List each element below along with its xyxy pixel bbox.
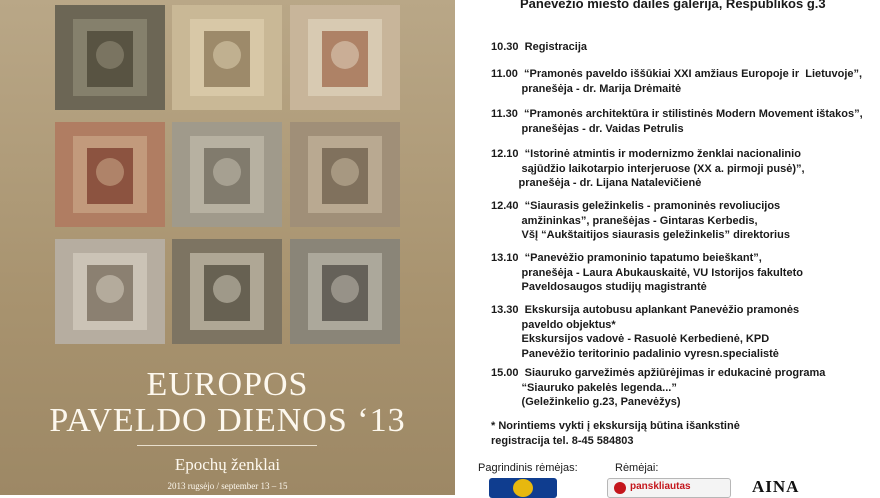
poster-dates: 2013 rugsėjo / september 13 – 15 [167, 481, 288, 491]
program-item [491, 147, 805, 191]
registration-note [491, 419, 740, 448]
ruined-facade-photo [172, 122, 282, 227]
program-line: 12.40 “Siaurasis geležinkelis - pramoninės revoliucijos [491, 200, 781, 212]
ornamental-ceiling-photo [55, 239, 165, 344]
program-line: Ekskursijos vadovė - Rasuolė Kerbedienė, KPD [491, 333, 770, 345]
program-item [491, 40, 587, 55]
program-line: paveldo objektus* [491, 318, 616, 331]
poster-subtitle: Epochų ženklai [174, 455, 281, 474]
program-line: 10.30 Registracija [491, 41, 588, 53]
program-line: pranešėja - dr. Lijana Natalevičienė [491, 177, 702, 189]
program-line: amžininkas”, pranešėjas - Gintaras Kerbedis, [491, 214, 758, 227]
note-line: * Norintiems vykti į ekskursiją būtina išankstinė [491, 420, 740, 432]
venue-heading: Panevėžio miesto dailės galerija, Respublikos g.3 [520, 0, 826, 11]
program-line: 15.00 Siauruko garvežimės apžiūrėjimas ir edukacinė programa [491, 367, 826, 379]
program-item [491, 251, 803, 295]
sponsor-logo-panskliautas [607, 478, 731, 498]
vaulted-dome-photo [290, 239, 400, 344]
main-sponsor-logo [489, 478, 557, 498]
program-line: VšĮ “Aukštaitijos siaurasis geležinkelis” direktorius [491, 229, 790, 241]
program-line: pranešėjas - dr. Vaidas Petrulis [491, 122, 684, 135]
columned-portico-photo [172, 239, 282, 344]
program-item [491, 366, 825, 410]
program-line: sąjūdžio laikotarpio interjeruose (XX a. pirmoji pusė)”, [491, 162, 805, 175]
program-line: 11.30 “Pramonės architektūra ir stilistinės Modern Movement ištakos”, [491, 108, 863, 120]
stucco-relief-photo [290, 122, 400, 227]
wooden-window-photo [55, 5, 165, 110]
program-line: pranešėja - Laura Abukauskaitė, VU Istorijos fakulteto [491, 266, 803, 279]
ceiling-fresco-photo [290, 5, 400, 110]
program-line: 13.30 Ekskursija autobusu aplankant Panevėžio pramonės [491, 304, 800, 316]
main-sponsor-label: Pagrindinis rėmėjas: [478, 462, 578, 474]
note-line: registracija tel. 8-45 584803 [491, 434, 634, 447]
baroque-window-photo [172, 5, 282, 110]
poster-title-line2: PAVELDO DIENOS ‘13 [49, 402, 406, 439]
program-item [491, 67, 862, 96]
program-line: Paveldosaugos studijų magistrantė [491, 281, 707, 293]
program-item [491, 107, 863, 136]
wall-painting-photo [55, 122, 165, 227]
sponsor-logo-aina: AINA [752, 477, 800, 496]
poster-divider [137, 445, 317, 446]
poster-title-line1: EUROPOS [146, 366, 309, 403]
program-line: “Siauruko pakelės legenda...” [491, 381, 677, 394]
program-line: (Geležinkelio g.23, Panevėžys) [491, 396, 681, 408]
sponsor-logo-text: panskliautas [630, 481, 691, 492]
program-item [491, 199, 790, 243]
program-item [491, 303, 799, 361]
program-line: 12.10 “Istorinė atmintis ir modernizmo ženklai nacionalinio [491, 148, 801, 160]
program-line: 11.00 “Pramonės paveldo iššūkiai XXI amžiaus Europoje ir Lietuvoje”, [491, 68, 863, 80]
sponsors-label: Rėmėjai: [615, 462, 659, 474]
program-line: 13.10 “Panevėžio pramoninio tapatumo beieškant”, [491, 252, 762, 264]
program-line: Panevėžio teritorinio padalinio vyresn.specialistė [491, 347, 779, 360]
program-line: pranešėja - dr. Marija Drėmaitė [491, 82, 682, 95]
